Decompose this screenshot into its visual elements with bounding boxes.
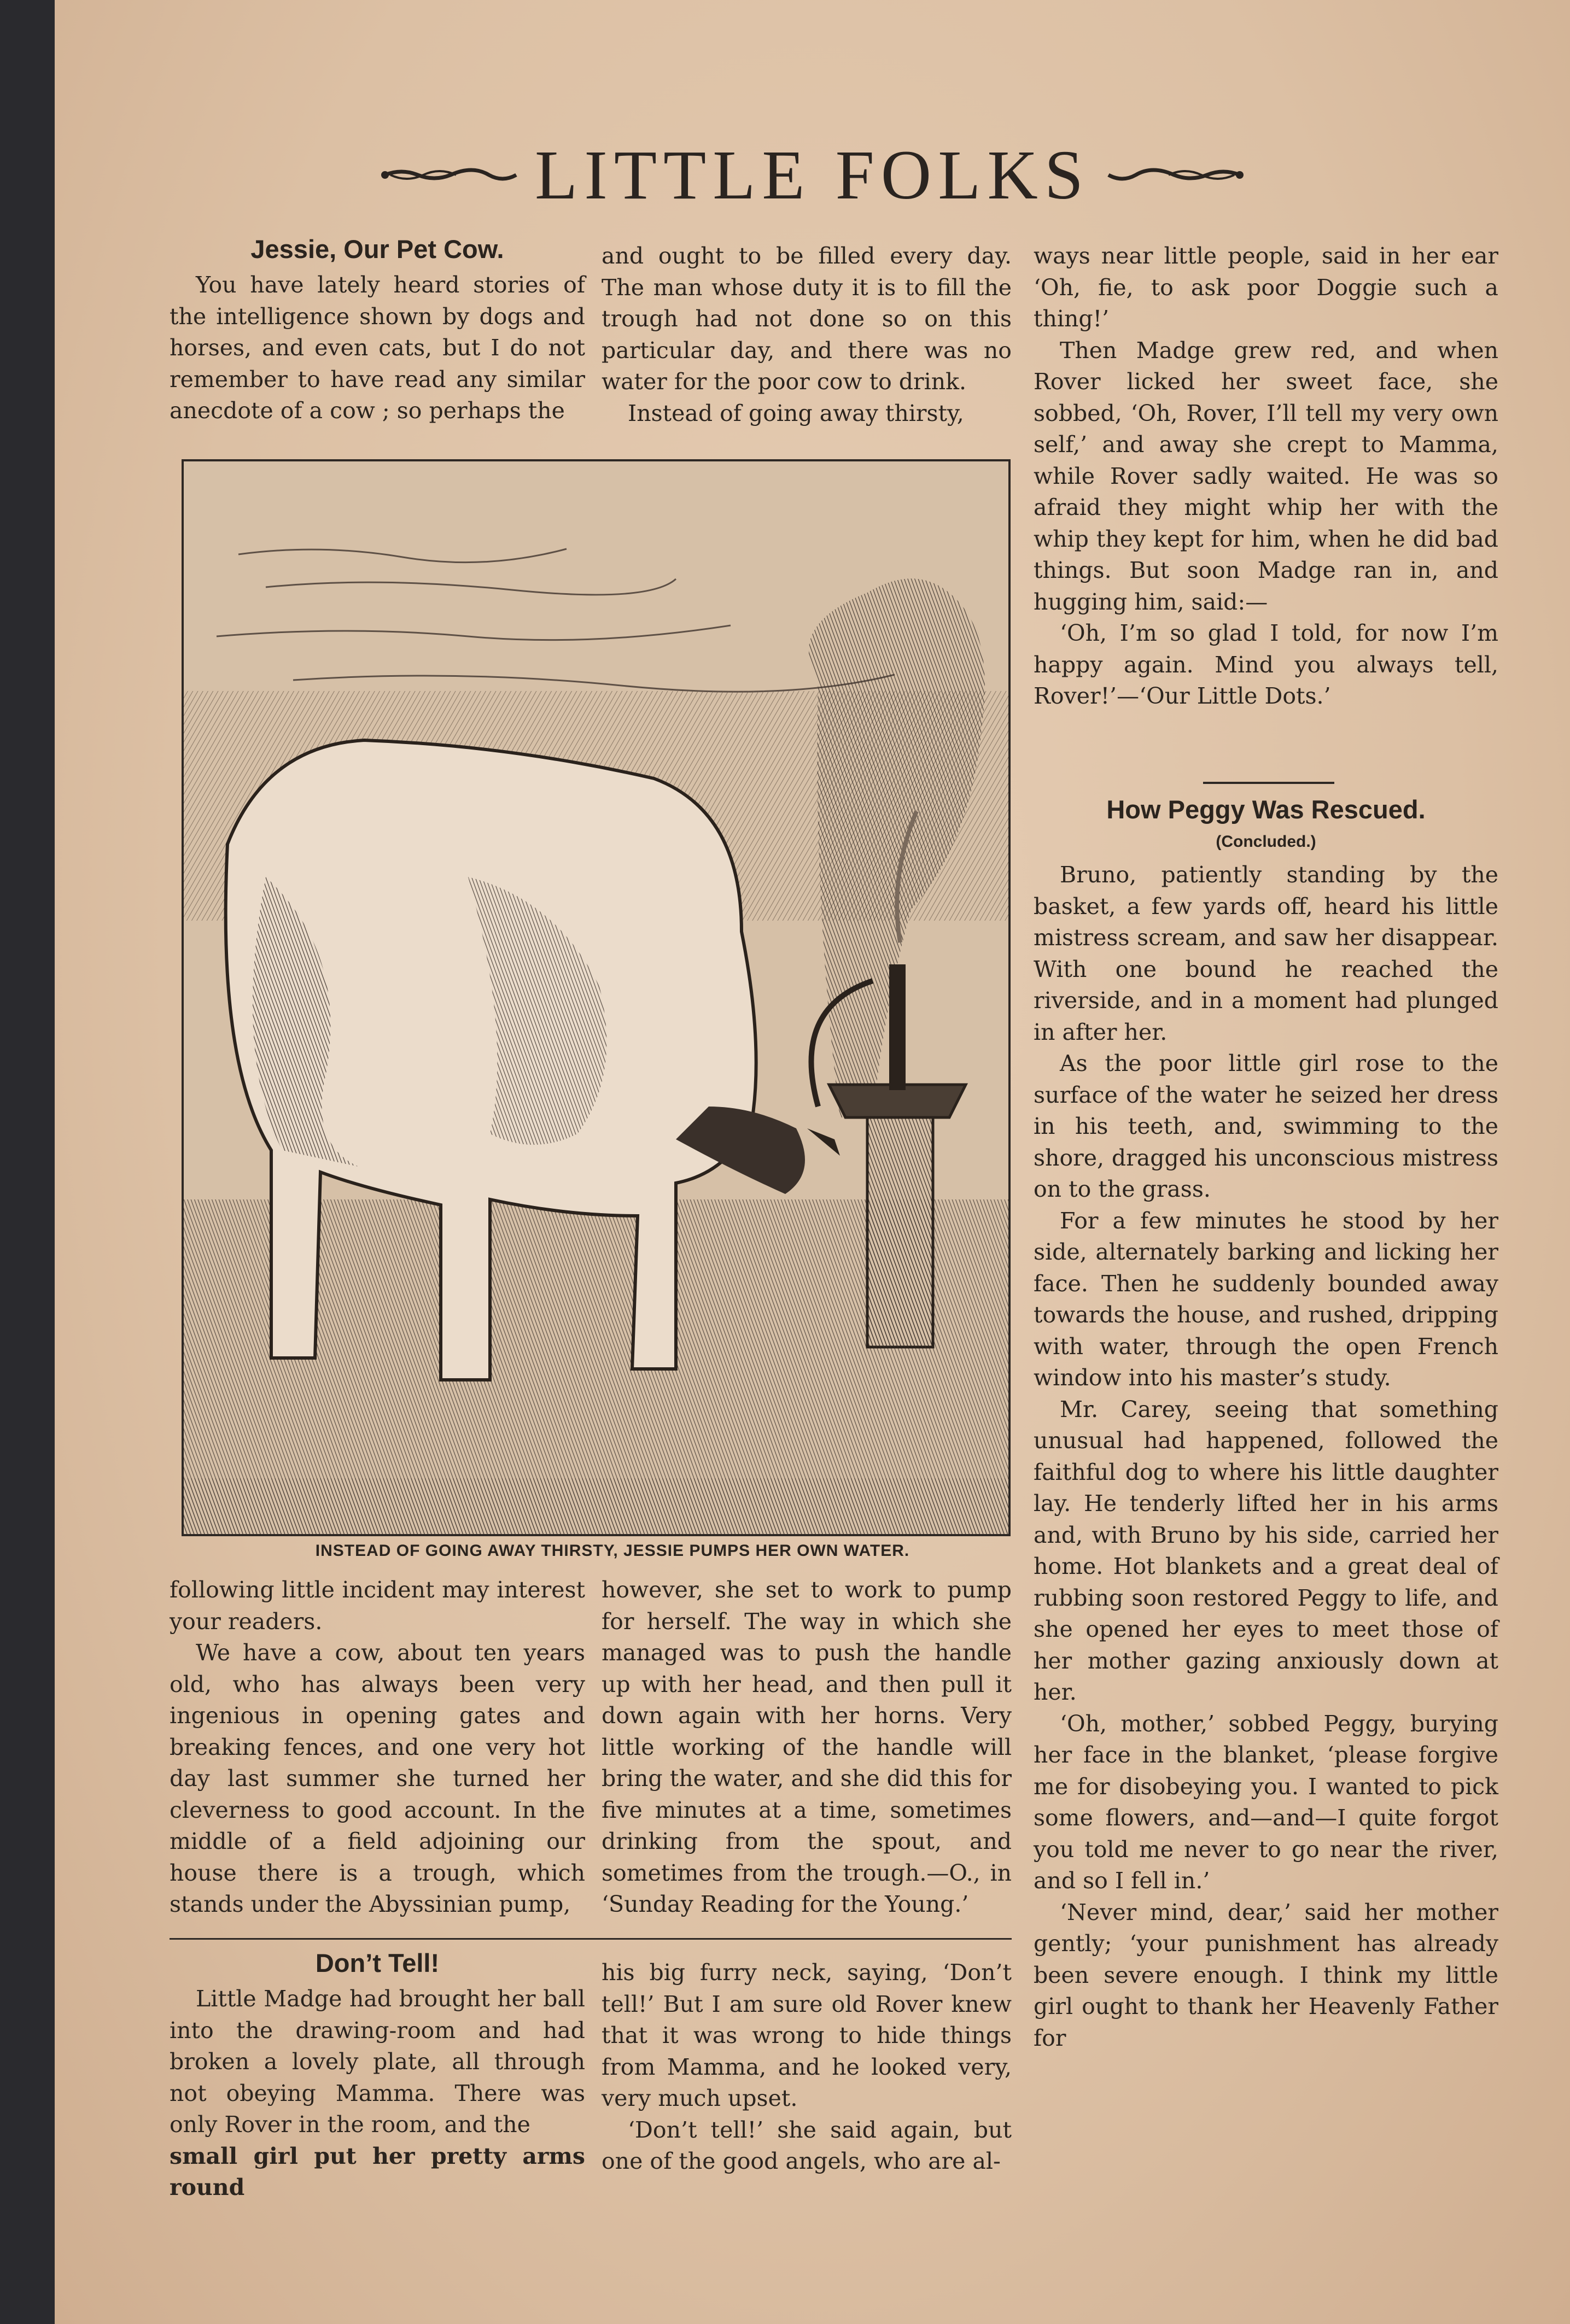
article-paragraph: Instead of going away thirsty, (628, 400, 964, 426)
article-jessie-col2-top (602, 241, 1012, 429)
article-heading: Jessie, Our Pet Cow. (250, 235, 504, 264)
article-paragraph: and ought to be filled every day. The man whose duty it is to fill the trough had not done so on this particular day, and there was no water for the poor cow to drink. (602, 243, 1012, 395)
article-paragraph: ‘Never mind, dear,’ said her mother gently; ‘your punishment has already been severe enough. I think my little girl ought to thank her Heavenly Father for (1034, 1899, 1498, 2051)
article-paragraph: however, she set to work to pump for herself. The way in which she managed was to push the handle up with her head, and then pull it down again with her horns. Very little working of the handle will bring the water, and she did this for five minutes at a time, sometimes drinking from the spout, and sometimes from the trough.—O., in ‘Sunday Reading for the Young.’ (602, 1577, 1012, 1917)
article-heading: How Peggy Was Rescued. (1106, 795, 1426, 824)
article-jessie-col1-bottom (170, 1574, 585, 1921)
article-jessie-col1-top (170, 232, 585, 427)
article-paragraph: Then Madge grew red, and when Rover licked her sweet face, she sobbed, ‘Oh, Rover, I’ll tell my very own self,’ and away she crept to Mamma, while Rover sadly waited. He was so afraid they might whip her with the whip they kept for him, when he did bad things. But soon Madge ran in, and hugging him, said:— (1034, 337, 1498, 615)
engraving-image (184, 461, 1008, 1534)
article-subheading: (Concluded.) (1216, 833, 1316, 851)
article-paragraph: his big furry neck, saying, ‘Don’t tell!’ But I am sure old Rover knew that it was wrong to hide things from Mamma, and he looked very, very much upset. (602, 1959, 1012, 2111)
article-paragraph: Bruno, patiently standing by the basket, a few yards off, heard his little mistress scream, and saw her disappear. With one bound he reached the riverside, and in a moment had plunged in after her. (1034, 862, 1498, 1045)
article-paragraph: Little Madge had brought her ball into the drawing-room and had broken a lovely plate, all through not obeying Mamma. There was only Rover in the room, and the (170, 1986, 585, 2138)
article-paragraph: ‘Don’t tell!’ she said again, but one of the good angels, who are al- (602, 2116, 1012, 2174)
article-dont-tell-col1 (170, 1946, 585, 2204)
section-divider (170, 1938, 1012, 1940)
article-jessie-col2-bottom (602, 1574, 1012, 1921)
article-paragraph: For a few minutes he stood by her side, alternately barking and licking her face. Then he suddenly bounded away towards the house, and rushed, dripping with water, through the open French window into his master’s study. (1034, 1207, 1498, 1391)
illustration-caption: INSTEAD OF GOING AWAY THIRSTY, JESSIE PUMPS HER OWN WATER. (315, 1542, 910, 1560)
article-dont-tell-col3 (1034, 241, 1498, 712)
article-paragraph: Mr. Carey, seeing that something unusual had happened, followed the faithful dog to where his little daughter lay. He tenderly lifted her in his arms and, with Bruno by his side, carried her home. Hot blankets and a great deal of rubbing soon restored Peggy to life, and she opened her eyes to meet those of her mother gazing anxiously down at her. (1034, 1396, 1498, 1705)
article-paragraph-bold: small girl put her pretty arms round (170, 2142, 585, 2200)
article-peggy-col3 (1034, 793, 1498, 2054)
masthead (55, 136, 1570, 214)
article-heading: Don’t Tell! (315, 1948, 440, 1977)
article-paragraph: As the poor little girl rose to the surface of the water he seized her dress in his teeth, and, swimming to the shore, dragged his unconscious mistress on to the grass. (1034, 1050, 1498, 1202)
article-paragraph: We have a cow, about ten years old, who has always been very ingenious in opening gates and breaking fences, and one very hot day last summer she turned her cleverness to good account. In the middle of a field adjoining our house there is a trough, which stands under the Abyssinian pump, (170, 1640, 585, 1917)
article-divider (1203, 782, 1334, 784)
article-paragraph: You have lately heard stories of the intelligence shown by dogs and horses, and even cats, but I do not remember to have read any similar anecdote of a cow ; so perhaps the (170, 272, 585, 424)
article-paragraph: ways near little people, said in her ear ‘Oh, fie, to ask poor Doggie such a thing!’ (1034, 243, 1498, 332)
cow-pump-illustration (182, 459, 1011, 1536)
article-paragraph: following little incident may interest your readers. (170, 1577, 585, 1635)
left-flourish-icon (380, 159, 522, 191)
right-flourish-icon (1103, 159, 1245, 191)
article-dont-tell-col2 (602, 1957, 1012, 2177)
newspaper-page (55, 0, 1570, 2324)
article-paragraph: ‘Oh, mother,’ sobbed Peggy, burying her face in the blanket, ‘please forgive me for disobeying you. I wanted to pick some flowers, and—and—I quite forgot you told me never to go near the river, and so I fell in.’ (1034, 1710, 1498, 1894)
article-paragraph: ‘Oh, I’m so glad I told, for now I’m happy again. Mind you always tell, Rover!’—‘Our Little Dots.’ (1034, 620, 1498, 709)
masthead-title: LITTLE FOLKS (535, 136, 1090, 214)
